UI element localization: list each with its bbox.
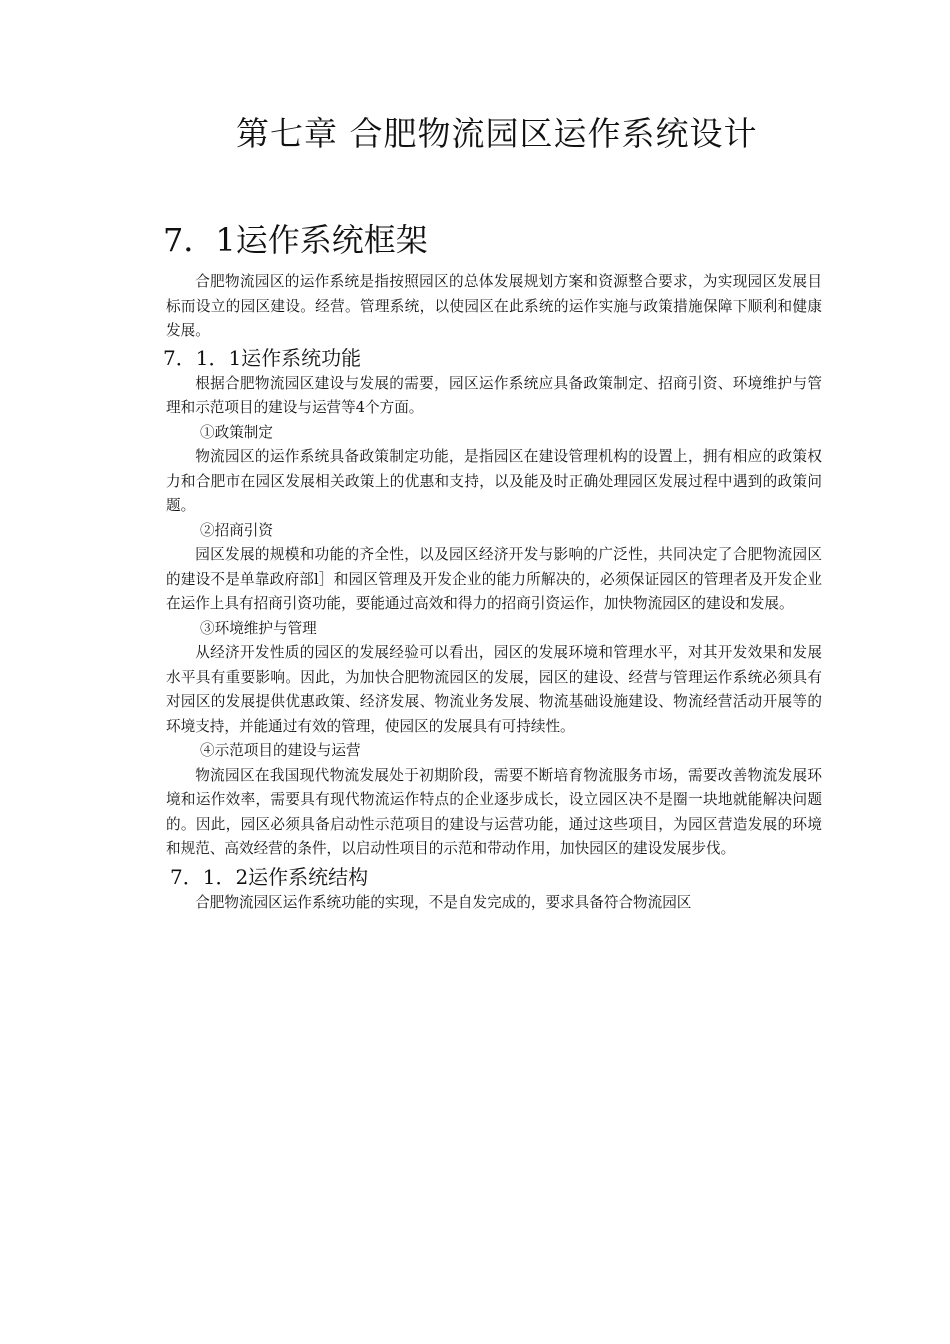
item-paragraph-demo-projects: 物流园区在我国现代物流发展处于初期阶段，需要不断培育物流服务市场，需要改善物流发展环境和运作效率，需要具有现代物流运作特点的企业逐步成长，设立园区决不是圈一块地就能解决问题的。因此，园区必须具备启动性示范项目的建设与运营功能，通过这些项目，为园区营造发展的环境和规范、高效经营的条件，以启动性项目的示范和带动作用，加快园区的建设发展步伐。: [166, 766, 822, 857]
item-label-environment: ③环境维护与管理: [200, 619, 317, 637]
item-label-investment: ②招商引资: [200, 521, 273, 539]
section-title: 7．1运作系统框架: [163, 221, 428, 259]
subsection-title-functions: 7．1．1运作系统功能: [163, 345, 362, 370]
functions-intro-paragraph: 根据合肥物流园区建设与发展的需要，园区运作系统应具备政策制定、招商引资、环境维护与管理和示范项目的建设与运营等4个方面。: [166, 374, 822, 416]
structure-intro-paragraph: 合肥物流园区运作系统功能的实现，不是自发完成的，要求具备符合物流园区: [195, 893, 692, 911]
section-intro-paragraph: 合肥物流园区的运作系统是指按照园区的总体发展规划方案和资源整合要求，为实现园区发展目标而设立的园区建设。经营。管理系统，以使园区在此系统的运作实施与政策措施保障下顺利和健康发展。: [166, 273, 822, 339]
subsection-title-structure: 7．1．2运作系统结构: [170, 864, 369, 889]
item-paragraph-policy: 物流园区的运作系统具备政策制定功能，是指园区在建设管理机构的设置上，拥有相应的政策权力和合肥市在园区发展相关政策上的优惠和支持，以及能及时正确处理园区发展过程中遇到的政策问题。: [166, 448, 822, 514]
document-body: [163, 270, 822, 915]
item-label-policy: ①政策制定: [200, 423, 273, 441]
chapter-title: 第七章 合肥物流园区运作系统设计: [236, 114, 758, 153]
item-paragraph-environment: 从经济开发性质的园区的发展经验可以看出，园区的发展环境和管理水平，对其开发效果和发展水平具有重要影响。因此，为加快合肥物流园区的发展，园区的建设、经营与管理运作系统必须具有对园区的发展提供优惠政策、经济发展、物流业务发展、物流基础设施建设、物流经营活动开展等的环境支持，并能通过有效的管理，使园区的发展具有可持续性。: [166, 644, 822, 735]
item-label-demo-projects: ④示范项目的建设与运营: [200, 742, 361, 759]
item-paragraph-investment: 园区发展的规模和功能的齐全性，以及园区经济开发与影响的广泛性，共同决定了合肥物流园区的建设不是单靠政府部l］和园区管理及开发企业的能力所解决的，必须保证园区的管理者及开发企业在运作上具有招商引资功能，要能通过高效和得力的招商引资运作，加快物流园区的建设和发展。: [166, 546, 822, 612]
